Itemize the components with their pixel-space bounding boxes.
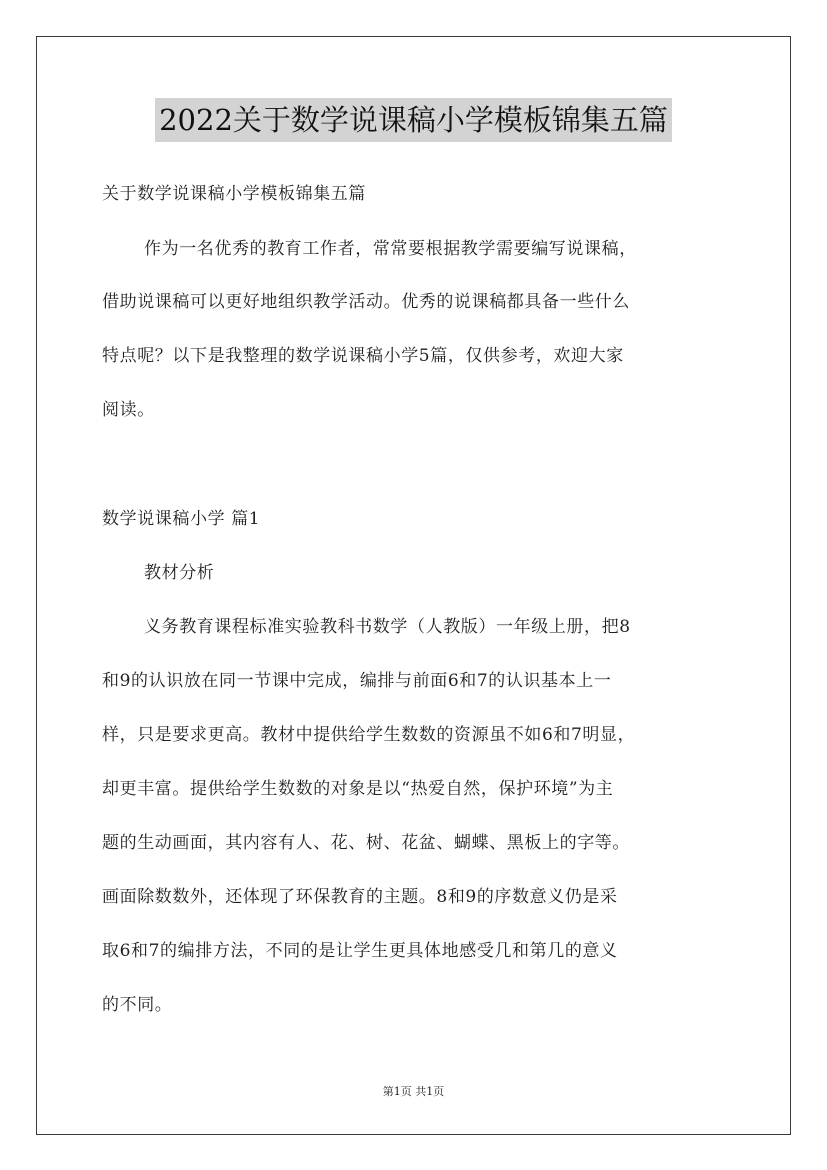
document-title: 2022关于数学说课稿小学模板锦集五篇: [155, 98, 672, 142]
body-line: 取6和7的编排方法，不同的是让学生更具体地感受几和第几的意义: [102, 941, 618, 961]
title-container: [0, 98, 827, 142]
body-line: 义务教育课程标准实验教科书数学（人教版）一年级上册，把8: [144, 617, 631, 637]
body-line: 和9的认识放在同一节课中完成，编排与前面6和7的认识基本上一: [102, 671, 612, 691]
intro-line: 借助说课稿可以更好地组织教学活动。优秀的说课稿都具备一些什么: [102, 292, 630, 312]
page-footer: 第1页 共1页: [382, 1085, 445, 1098]
intro-line: 作为一名优秀的教育工作者，常常要根据教学需要编写说课稿，: [144, 239, 637, 259]
body-line: 的不同。: [102, 995, 173, 1015]
section-subheading: 教材分析: [144, 563, 215, 583]
intro-line: 特点呢？以下是我整理的数学说课稿小学5篇，仅供参考，欢迎大家: [102, 346, 624, 366]
intro-line: 阅读。: [102, 400, 155, 420]
document-subtitle: 关于数学说课稿小学模板锦集五篇: [102, 184, 366, 204]
body-line: 画面除数数外，还体现了环保教育的主题。8和9的序数意义仍是采: [102, 887, 618, 907]
body-line: 样，只是要求更高。教材中提供给学生数数的资源虽不如6和7明显，: [102, 725, 636, 745]
body-line: 题的生动画面，其内容有人、花、树、花盆、蝴蝶、黑板上的字等。: [102, 833, 630, 853]
section-heading: 数学说课稿小学 篇1: [102, 509, 261, 529]
body-line: 却更丰富。提供给学生数数的对象是以“热爱自然，保护环境”为主: [102, 779, 614, 799]
